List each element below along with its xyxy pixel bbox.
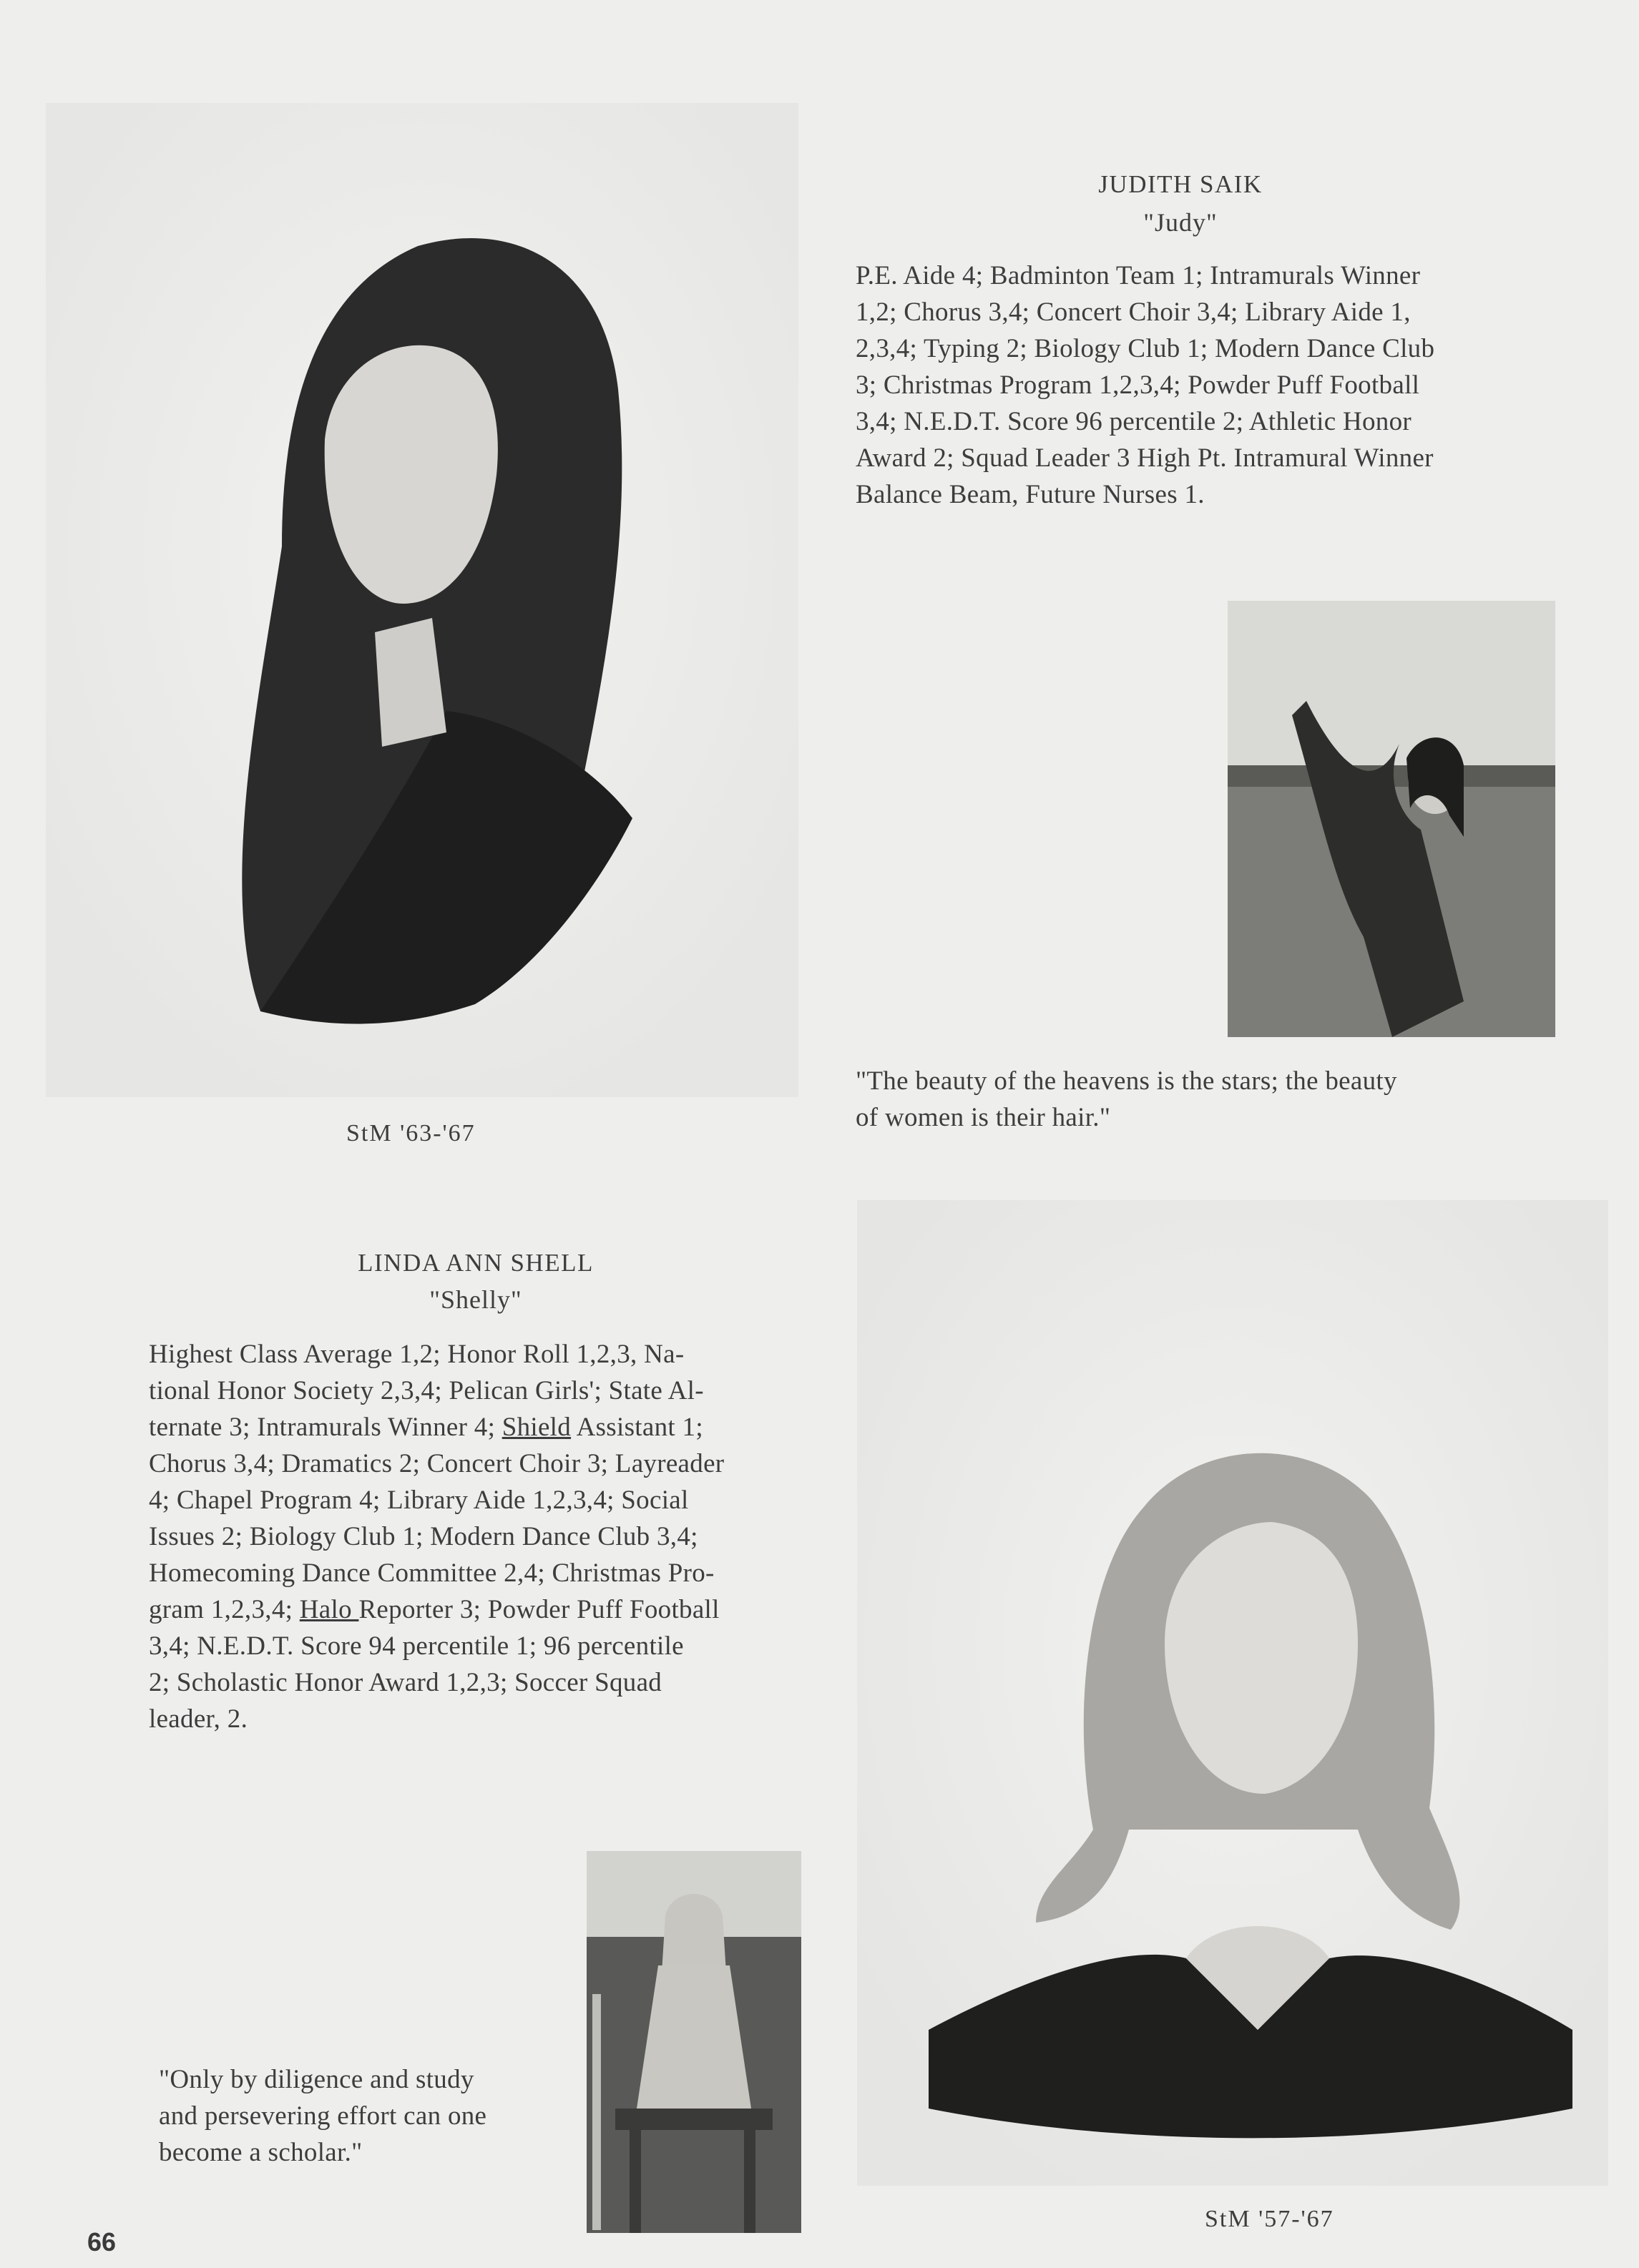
portrait-photo-linda — [857, 1200, 1608, 2186]
activity-line: Homecoming Dance Committee 2,4; Christmas Pro- — [149, 1558, 715, 1588]
activity-line: 3; Christmas Program 1,2,3,4; Powder Puff Football — [856, 370, 1420, 400]
activity-line: P.E. Aide 4; Badminton Team 1; Intramurals Winner — [856, 261, 1421, 290]
quote-line: "The beauty of the heavens is the stars; the beauty — [856, 1066, 1397, 1096]
activity-line: 4; Chapel Program 4; Library Aide 1,2,3,4; Social — [149, 1486, 689, 1515]
candid-photo-judith — [1228, 601, 1555, 1037]
activity-line: Chorus 3,4; Dramatics 2; Concert Choir 3; Layreader — [149, 1449, 725, 1478]
quote-line: "Only by diligence and study — [159, 2065, 474, 2094]
shield-publication-title: Shield — [502, 1413, 572, 1442]
portrait-photo-judith — [46, 103, 798, 1097]
activity-line: ternate 3; Intramurals Winner 4; Shield Assistant 1; — [149, 1413, 703, 1442]
candid-photo-linda — [587, 1851, 801, 2233]
quote-line: become a scholar." — [159, 2138, 363, 2167]
student-nickname-linda: "Shelly" — [429, 1285, 522, 1314]
activity-line: Award 2; Squad Leader 3 High Pt. Intramural Winner — [856, 443, 1434, 473]
activities-linda — [149, 1336, 821, 1737]
activities-judith — [856, 257, 1535, 513]
activity-line: 1,2; Chorus 3,4; Concert Choir 3,4; Library Aide 1, — [856, 298, 1411, 327]
activity-line: gram 1,2,3,4; Halo Reporter 3; Powder Puff Football — [149, 1595, 720, 1624]
quote-line: and persevering effort can one — [159, 2101, 487, 2131]
quote-line: of women is their hair." — [856, 1103, 1111, 1132]
activity-line: Highest Class Average 1,2; Honor Roll 1,2,3, Na- — [149, 1340, 685, 1369]
activity-line: 2; Scholastic Honor Award 1,2,3; Soccer Squad — [149, 1668, 662, 1697]
years-judith: StM '63-'67 — [346, 1120, 476, 1147]
years-linda: StM '57-'67 — [1205, 2206, 1334, 2232]
activity-line: tional Honor Society 2,3,4; Pelican Girls'; State Al- — [149, 1376, 704, 1405]
quote-linda — [159, 2061, 559, 2171]
activity-line: 3,4; N.E.D.T. Score 94 percentile 1; 96 percentile — [149, 1631, 684, 1661]
activity-line: Issues 2; Biology Club 1; Modern Dance Club 3,4; — [149, 1522, 698, 1551]
activity-line: 3,4; N.E.D.T. Score 96 percentile 2; Athletic Honor — [856, 407, 1412, 436]
activity-line: 2,3,4; Typing 2; Biology Club 1; Modern Dance Club — [856, 334, 1435, 363]
activity-line: Balance Beam, Future Nurses 1. — [856, 480, 1205, 509]
page-number: 66 — [87, 2227, 117, 2257]
student-nickname-judith: "Judy" — [1143, 208, 1218, 237]
activity-line: leader, 2. — [149, 1704, 248, 1734]
halo-publication-title: Halo — [299, 1595, 359, 1624]
student-name-judith: JUDITH SAIK — [1098, 170, 1263, 198]
quote-judith — [856, 1063, 1542, 1136]
student-name-linda: LINDA ANN SHELL — [358, 1249, 594, 1277]
